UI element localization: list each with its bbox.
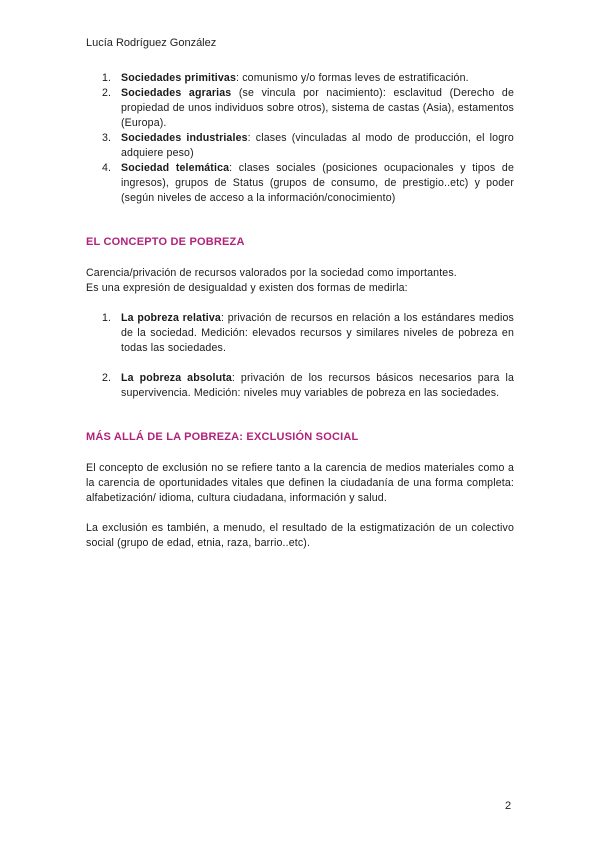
list-item: [86, 71, 514, 86]
list-item: [86, 311, 514, 356]
list-item: [86, 371, 514, 401]
list-item: [86, 131, 514, 161]
poverty-measures-list: [86, 311, 514, 401]
list-item-term: La pobreza relativa: [121, 312, 221, 324]
list-item-number: 2.: [102, 87, 112, 99]
list-item-text: : privación de los recursos básicos necesarios para la supervivencia. Medición: niveles muy variables de pobreza en las sociedades.: [121, 372, 515, 399]
list-item-text: : privación de recursos en relación a los estándares medios de la sociedad. Medición: elevados recursos y similares niveles de pobreza en todas las sociedades.: [121, 312, 514, 354]
list-item-term: Sociedades primitivas: [121, 72, 237, 84]
list-item: [86, 86, 514, 131]
page-header-author: Lucía Rodríguez González: [86, 37, 217, 49]
list-item-number: 1.: [102, 72, 112, 84]
paragraph: La exclusión es también, a menudo, el resultado de la estigmatización de un colectivo social (grupo de edad, etnia, raza, barrio..etc).: [86, 522, 514, 549]
page-content: [86, 71, 514, 551]
list-item-term: Sociedades industriales: [121, 132, 248, 144]
list-item-text: : clases sociales (posiciones ocupacionales y tipos de ingresos), grupos de Status (grupos de consumo, de prestigio..etc) y poder (según niveles de acceso a la información/conocimiento): [121, 162, 514, 204]
list-item: [86, 161, 514, 206]
paragraph: Es una expresión de desigualdad y existen dos formas de medirla:: [86, 282, 408, 294]
list-item-term: Sociedad telemática: [121, 162, 230, 174]
society-types-list: [86, 71, 514, 206]
list-item-text: : comunismo y/o formas leves de estratificación.: [236, 72, 469, 84]
list-item-term: La pobreza absoluta: [121, 372, 232, 384]
list-item-number: 4.: [102, 162, 112, 174]
list-item-term: Sociedades agrarias: [121, 87, 232, 99]
list-item-number: 1.: [102, 312, 112, 324]
section-heading-pobreza: EL CONCEPTO DE POBREZA: [86, 236, 245, 248]
paragraph: El concepto de exclusión no se refiere tanto a la carencia de medios materiales como a la carencia de oportunidades vitales que definen la ciudadanía de una forma completa: alfabetización/ idioma, cultura ciudadana, información y salud.: [86, 462, 514, 504]
list-item-text: : clases (vinculadas al modo de producción, el logro adquiere peso): [121, 132, 514, 159]
section-heading-exclusion: MÁS ALLÁ DE LA POBREZA: EXCLUSIÓN SOCIAL: [86, 431, 359, 443]
list-item-number: 2.: [102, 372, 112, 384]
paragraph: Carencia/privación de recursos valorados por la sociedad como importantes.: [86, 267, 457, 279]
list-item-number: 3.: [102, 132, 112, 144]
list-item-text: (se vincula por nacimiento): esclavitud (Derecho de propiedad de unos individuos sobre otros), sistema de castas (Asia), estamentos (Europa).: [121, 87, 514, 129]
page-number: 2: [505, 800, 512, 812]
